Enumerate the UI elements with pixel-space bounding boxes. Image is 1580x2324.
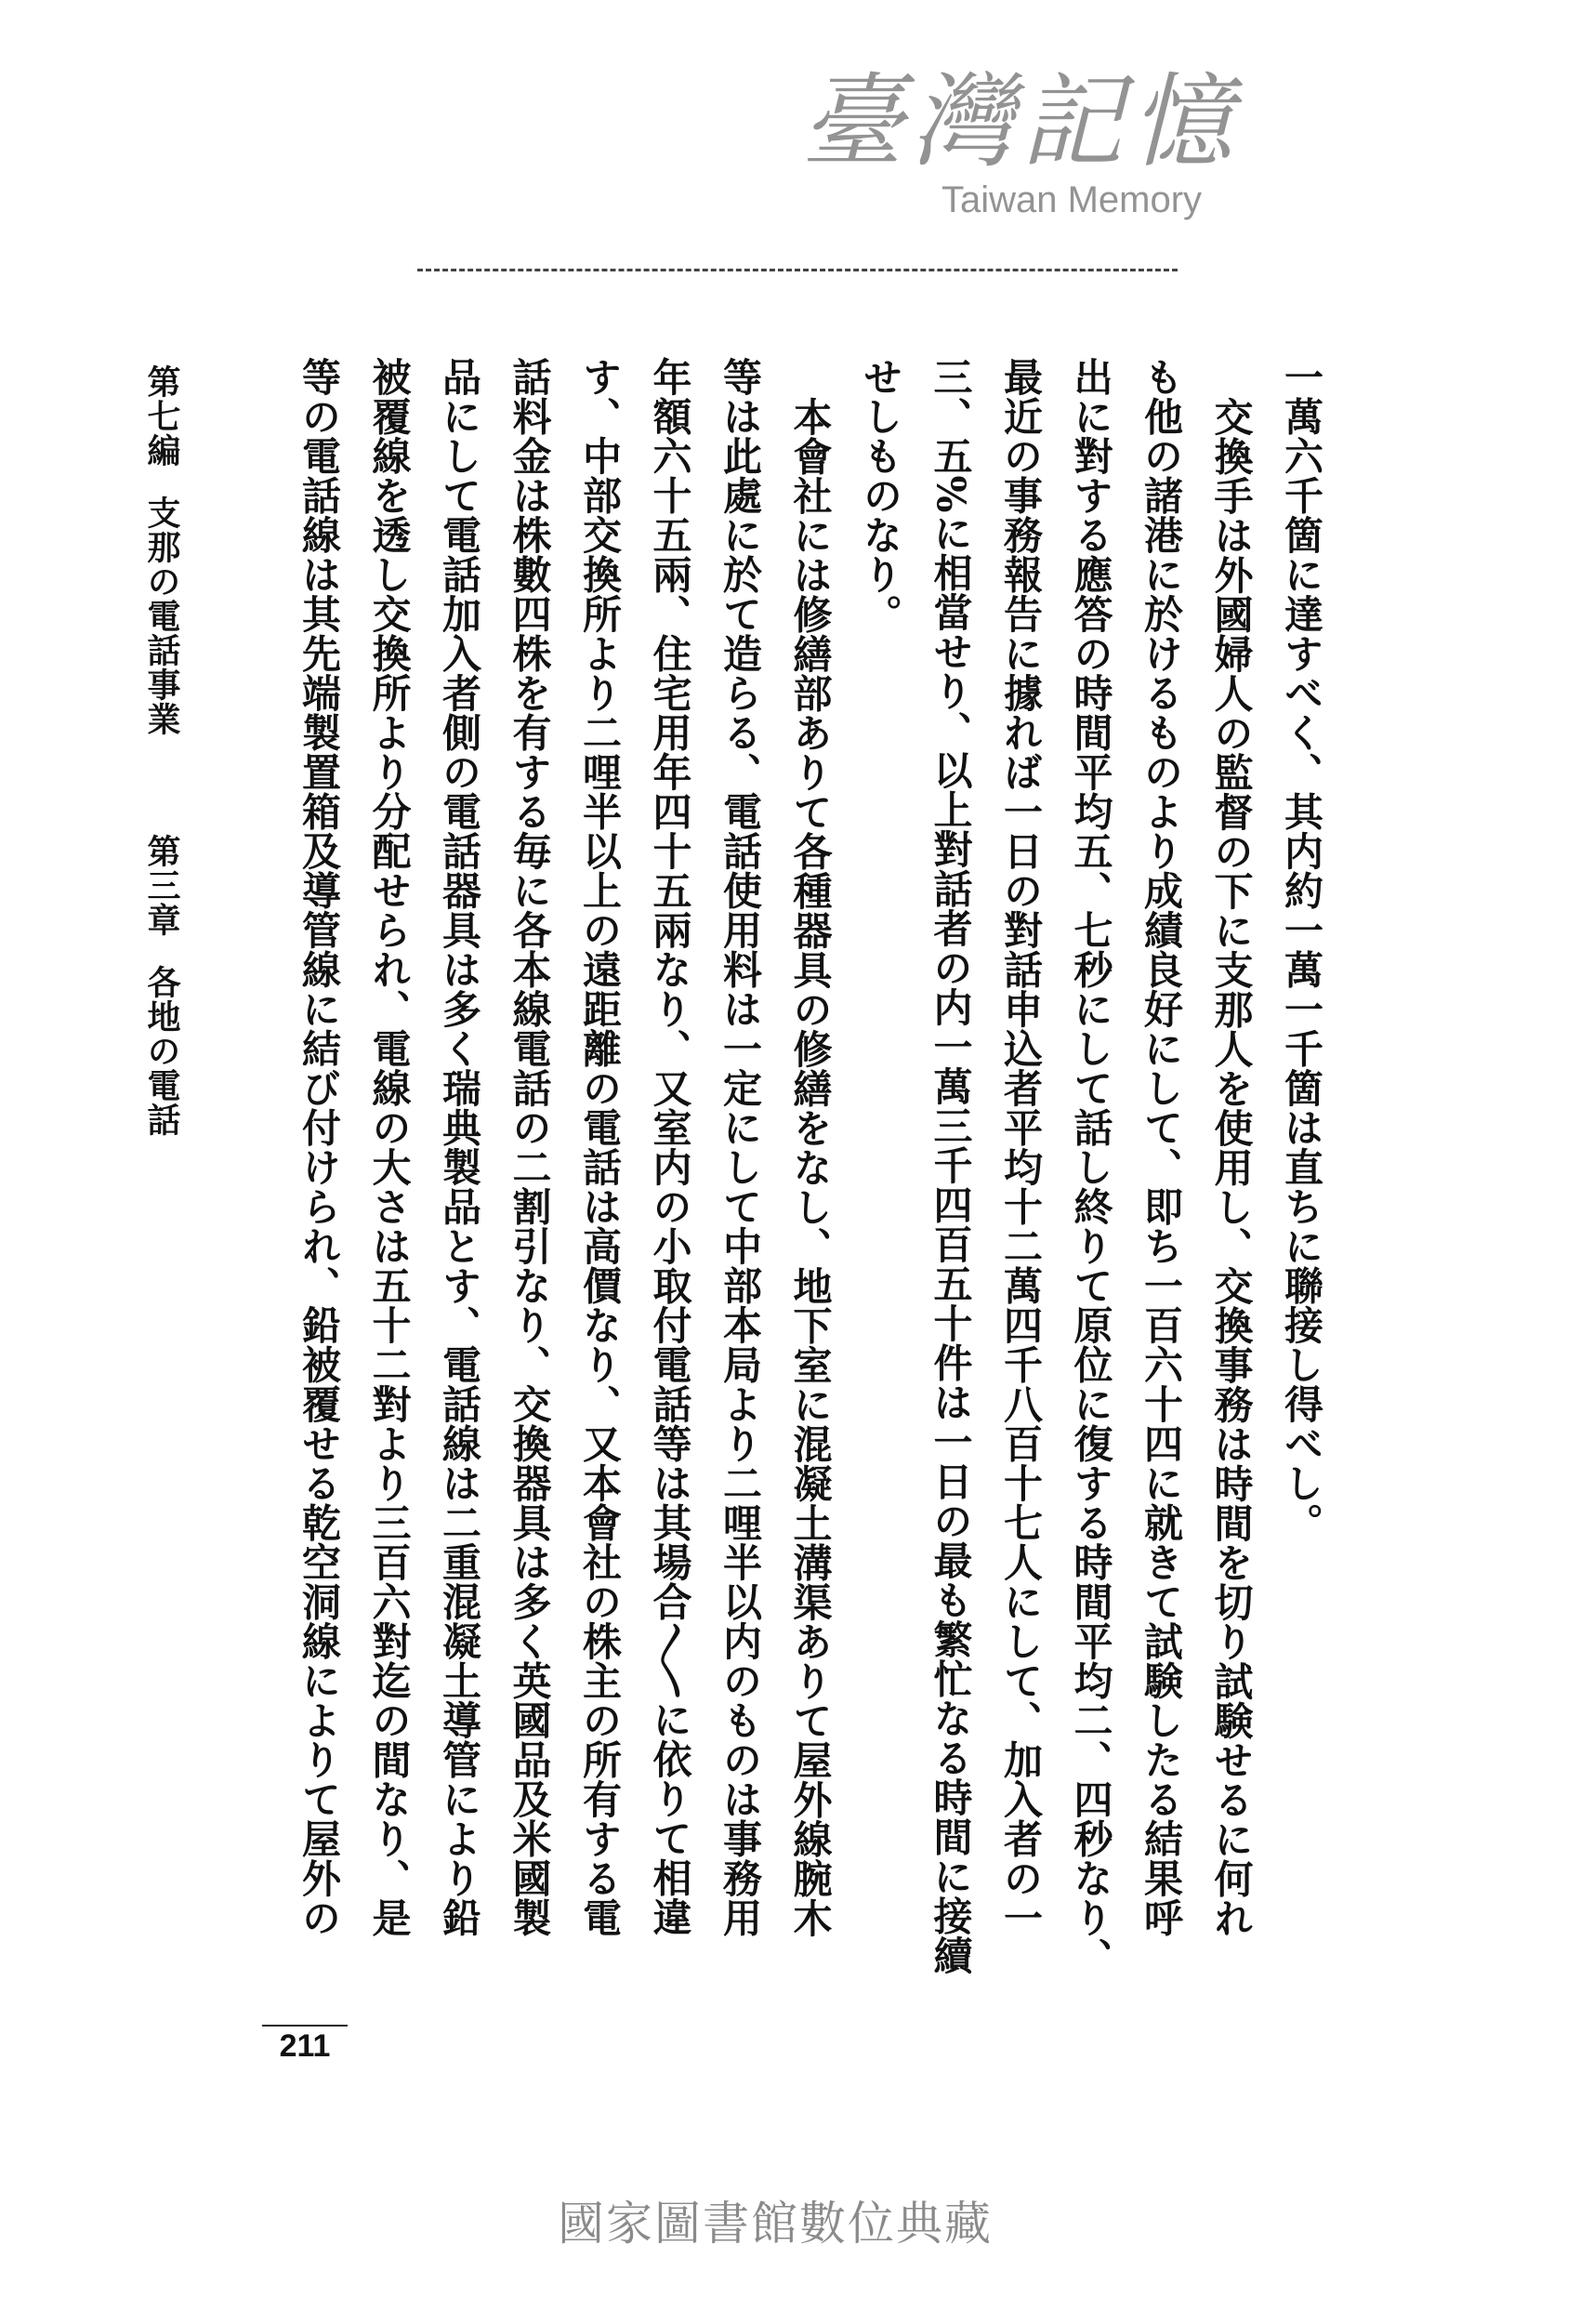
footer-chapter: 第三章 — [142, 834, 181, 937]
body-text — [284, 357, 1337, 1993]
page-number: 211 — [262, 2025, 348, 2065]
watermark-chinese: 臺灣記憶 — [801, 62, 1240, 181]
text-column-10: 年額六十五兩、住宅用年四十五兩なり、又室内の小取付電話等は其場合〳〵に依りて相違 — [647, 357, 693, 1937]
text-column-4: 出に對する應答の時間平均五、七秒にして話し終りて原位に復する時間平均二、四秒なり、 — [1068, 357, 1114, 1977]
text-column-9: 等は此處に於て造らる、電話使用料は一定にして中部本局より二哩半以内のものは事務用 — [718, 357, 763, 1937]
text-column-1: 一萬六千箇に達すべく、其内約一萬一千箇は直ちに聯接し得べし。 — [1279, 357, 1324, 1542]
archive-caption: 國家圖書館數位典藏 — [558, 2197, 993, 2251]
text-column-15: 等の電話線は其先端製置箱及導管線に結び付けられ、鉛被覆せる乾空洞線によりて屋外の — [296, 357, 342, 1937]
text-column-13: 品にして電話加入者側の電話器具は多く瑞典製品とす、電話線は二重混凝土導管により鉛 — [437, 357, 482, 1937]
text-column-7: せしものなり。 — [858, 357, 903, 634]
header-rule — [417, 269, 1178, 271]
text-column-2: 交換手は外國婦人の監督の下に支那人を使用し、交換事務は時間を切り試験せるに何れ — [1208, 397, 1255, 1938]
footer-part-title: 支那の電話事業 — [142, 495, 181, 736]
footer-part: 第七編 — [142, 364, 181, 468]
text-column-8: 本會社には修繕部ありて各種器具の修繕をなし、地下室に混凝土溝渠ありて屋外線腕木 — [787, 397, 834, 1938]
text-column-11: す、中部交換所より二哩半以上の遠距離の電話は高價なり、又本會社の株主の所有する電 — [577, 357, 623, 1937]
text-column-5: 最近の事務報告に據れば一日の對話申込者平均十二萬四千八百十七人にして、加入者の一 — [998, 357, 1044, 1937]
text-column-12: 話料金は株數四株を有する毎に各本線電話の二割引なり、交換器具は多く英國品及米國製 — [507, 357, 553, 1937]
footer-chapter-title: 各地の電話 — [142, 965, 181, 1137]
text-column-6: 三、五%に相當せり、以上對話者の内一萬三千四百五十件は一日の最も繁忙なる時間に接續 — [928, 357, 974, 1975]
watermark-english: Taiwan Memory — [941, 179, 1203, 220]
running-footer — [141, 364, 182, 1137]
watermark — [779, 62, 1262, 221]
text-column-3: も他の諸港に於けるものより成績良好にして、即ち一百六十四に就きて試験したる結果呼 — [1139, 357, 1184, 1937]
text-column-14: 被覆線を透し交換所より分配せられ、電線の大さは五十二對より三百六對迄の間なり、是 — [366, 357, 413, 1937]
